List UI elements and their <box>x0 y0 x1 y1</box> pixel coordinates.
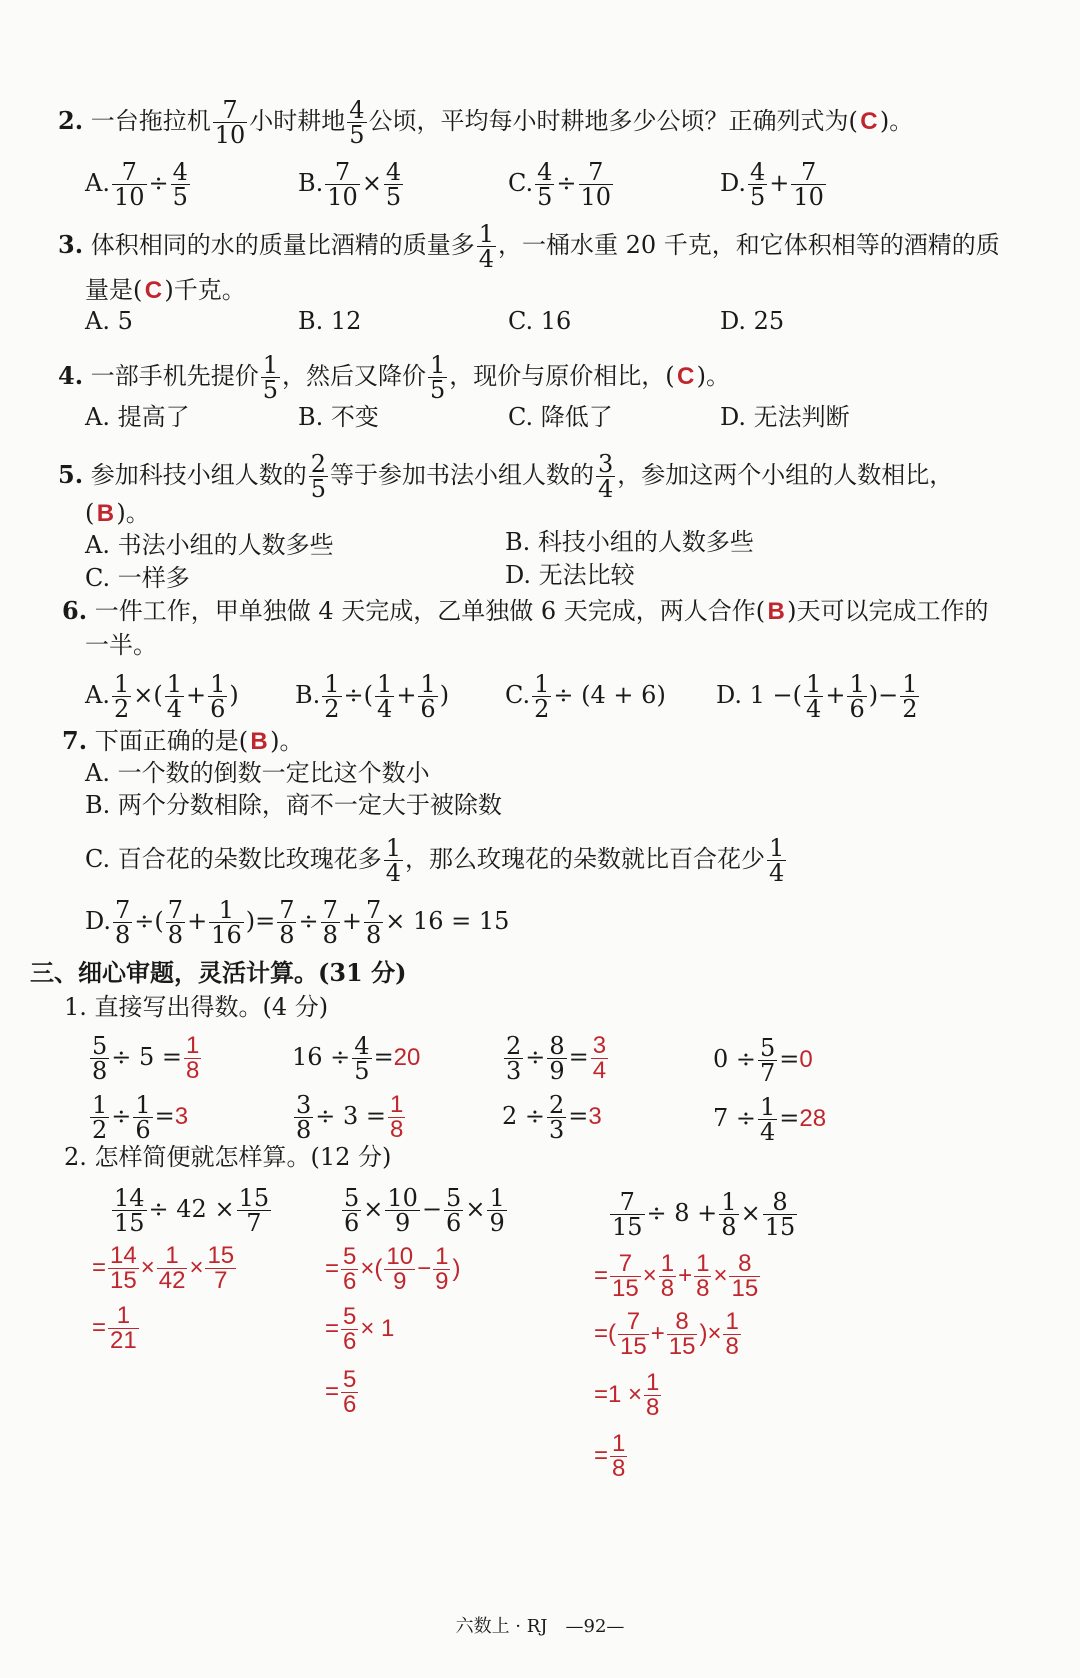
calc-r2c4: 7 ÷ $\frac{1}{4}$ =28 <box>713 1093 827 1146</box>
question-3-cont: 量是(C)千克。 <box>85 276 246 304</box>
answer-q6: B <box>767 598 785 625</box>
q6-option-d: D. 1 −( $\frac{1}{4}$ + $\frac{1}{6}$ )− $\frac{1}{2}$ <box>716 670 918 723</box>
simplify-3-step-2: =( $\frac{7}{15}$ + $\frac{8}{15}$ )× $\frac{1}{8}$ <box>594 1308 739 1360</box>
calc-r2c3: 2 ÷ $\frac{2}{3}$ =3 <box>502 1091 602 1144</box>
simplify-3-expression: $\frac{7}{15}$ ÷ 8 + $\frac{1}{8}$ × $\frac{8}{15}$ <box>612 1188 796 1241</box>
q5-option-c: C. 一样多 <box>85 564 190 592</box>
answer-q5: B <box>96 500 115 527</box>
simplify-2-result: = $\frac{5}{6}$ <box>325 1366 357 1418</box>
simplify-1-expression: $\frac{14}{15}$ ÷ 42 × $\frac{15}{7}$ <box>114 1184 270 1237</box>
calc-r1c4: 0 ÷ $\frac{5}{7}$ =0 <box>713 1034 813 1087</box>
q7-option-b: B. 两个分数相除，商不一定大于被除数 <box>85 791 502 819</box>
simplify-1-result: = $\frac{1}{21}$ <box>92 1302 137 1354</box>
simplify-2-step-2: = $\frac{5}{6}$ × 1 <box>325 1303 395 1355</box>
q6-option-b: B. $\frac{1}{2}$ ÷( $\frac{1}{4}$ + $\frac{1}{6}$ ) <box>295 670 450 723</box>
question-7: 7. 下面正确的是(B)。 <box>62 726 304 755</box>
simplify-3-step-3: =1 × $\frac{1}{8}$ <box>594 1369 660 1421</box>
q3-option-d: D. 25 <box>720 307 785 335</box>
q5-option-b: B. 科技小组的人数多些 <box>505 528 754 556</box>
question-6-cont: 一半。 <box>85 631 157 659</box>
q3-option-c: C. 16 <box>508 307 572 335</box>
q4-option-c: C. 降低了 <box>508 403 613 431</box>
simplify-1-step-1: = $\frac{14}{15}$ × $\frac{1}{42}$ × $\frac{15}{7}$ <box>92 1242 235 1294</box>
question-6: 6. 一件工作，甲单独做 4 天完成，乙单独做 6 天完成，两人合作(B)天可以完成工作的 <box>62 596 989 625</box>
answer-q3: C <box>144 277 163 304</box>
simplify-3-result: = $\frac{1}{8}$ <box>594 1430 626 1482</box>
q4-option-d: D. 无法判断 <box>720 403 850 431</box>
subsection-1-title: 1. 直接写出得数。(4 分) <box>64 993 329 1021</box>
calc-r2c1: $\frac{1}{2}$ ÷ $\frac{1}{6}$ =3 <box>92 1091 189 1144</box>
q7-option-c: C. 百合花的朵数比玫瑰花多 $\frac{1}{4}$ ，那么玫瑰花的朵数就比百合花少 $\frac{1}{4}$ <box>85 834 785 887</box>
question-3: 3. 体积相同的水的质量比酒精的质量多 $\frac{1}{4}$ ，一桶水重 20 千克，和它体积相等的酒精的质 <box>58 220 1000 273</box>
question-4: 4. 一部手机先提价 $\frac{1}{5}$ ，然后又降价 $\frac{1}{5}$ ，现价与原价相比，(C)。 <box>58 351 731 404</box>
q4-option-b: B. 不变 <box>298 403 379 431</box>
q2-option-b: B. $\frac{7}{10}$ × $\frac{4}{5}$ <box>298 158 402 211</box>
calc-r1c1: $\frac{5}{8}$ ÷ 5 = $\frac{1}{8}$ <box>92 1032 200 1085</box>
q3-option-b: B. 12 <box>298 307 362 335</box>
q4-option-a: A. 提高了 <box>85 403 190 431</box>
q7-option-d: D. $\frac{7}{8}$ ÷( $\frac{7}{8}$ + $\frac{1}{16}$ )= $\frac{7}{8}$ ÷ $\frac{7}{8}$ + $\frac{7}{8}$ × 16 = 15 <box>85 896 510 949</box>
section-3-title: 三、细心审题，灵活计算。(31 分) <box>30 958 407 987</box>
q5-option-d: D. 无法比较 <box>505 561 635 589</box>
q7-option-a: A. 一个数的倒数一定比这个数小 <box>85 759 430 787</box>
simplify-2-step-1: = $\frac{5}{6}$ ×( $\frac{10}{9}$ − $\frac{1}{9}$ ) <box>325 1243 461 1295</box>
page-footer: 六数上 · RJ —92— <box>455 1616 625 1637</box>
q2-option-c: C. $\frac{4}{5}$ ÷ $\frac{7}{10}$ <box>508 158 612 211</box>
question-2: 2. 一台拖拉机 $\frac{7}{10}$ 小时耕地 $\frac{4}{5}$ 公顷，平均每小时耕地多少公顷？正确列式为(C)。 <box>58 96 914 149</box>
q6-option-a: A. $\frac{1}{2}$ ×( $\frac{1}{4}$ + $\frac{1}{6}$ ) <box>85 670 239 723</box>
calc-r2c2: $\frac{3}{8}$ ÷ 3 = $\frac{1}{8}$ <box>296 1091 404 1144</box>
q5-option-a: A. 书法小组的人数多些 <box>85 531 334 559</box>
question-5: 5. 参加科技小组人数的 $\frac{2}{5}$ 等于参加书法小组人数的 $\frac{3}{4}$ ，参加这两个小组的人数相比， <box>58 450 954 503</box>
q3-option-a: A. 5 <box>85 307 133 335</box>
calc-r1c2: 16 ÷ $\frac{4}{5}$ =20 <box>292 1032 421 1085</box>
answer-q7: B <box>250 728 268 755</box>
q2-option-d: D. $\frac{4}{5}$ + $\frac{7}{10}$ <box>720 158 824 211</box>
q6-option-c: C. $\frac{1}{2}$ ÷ (4 + 6) <box>505 670 666 723</box>
answer-q2: C <box>860 108 878 135</box>
subsection-2-title: 2. 怎样简便就怎样算。(12 分) <box>64 1143 392 1171</box>
answer-q4: C <box>676 363 695 390</box>
q2-option-a: A. $\frac{7}{10}$ ÷ $\frac{4}{5}$ <box>85 158 188 211</box>
simplify-3-step-1: = $\frac{7}{15}$ × $\frac{1}{8}$ + $\frac{1}{8}$ × $\frac{8}{15}$ <box>594 1250 759 1302</box>
simplify-2-expression: $\frac{5}{6}$ × $\frac{10}{9}$ − $\frac{5}{6}$ × $\frac{1}{9}$ <box>344 1184 505 1237</box>
calc-r1c3: $\frac{2}{3}$ ÷ $\frac{8}{9}$ = $\frac{3}{4}$ <box>506 1032 607 1085</box>
question-5-cont: (B)。 <box>85 499 150 527</box>
